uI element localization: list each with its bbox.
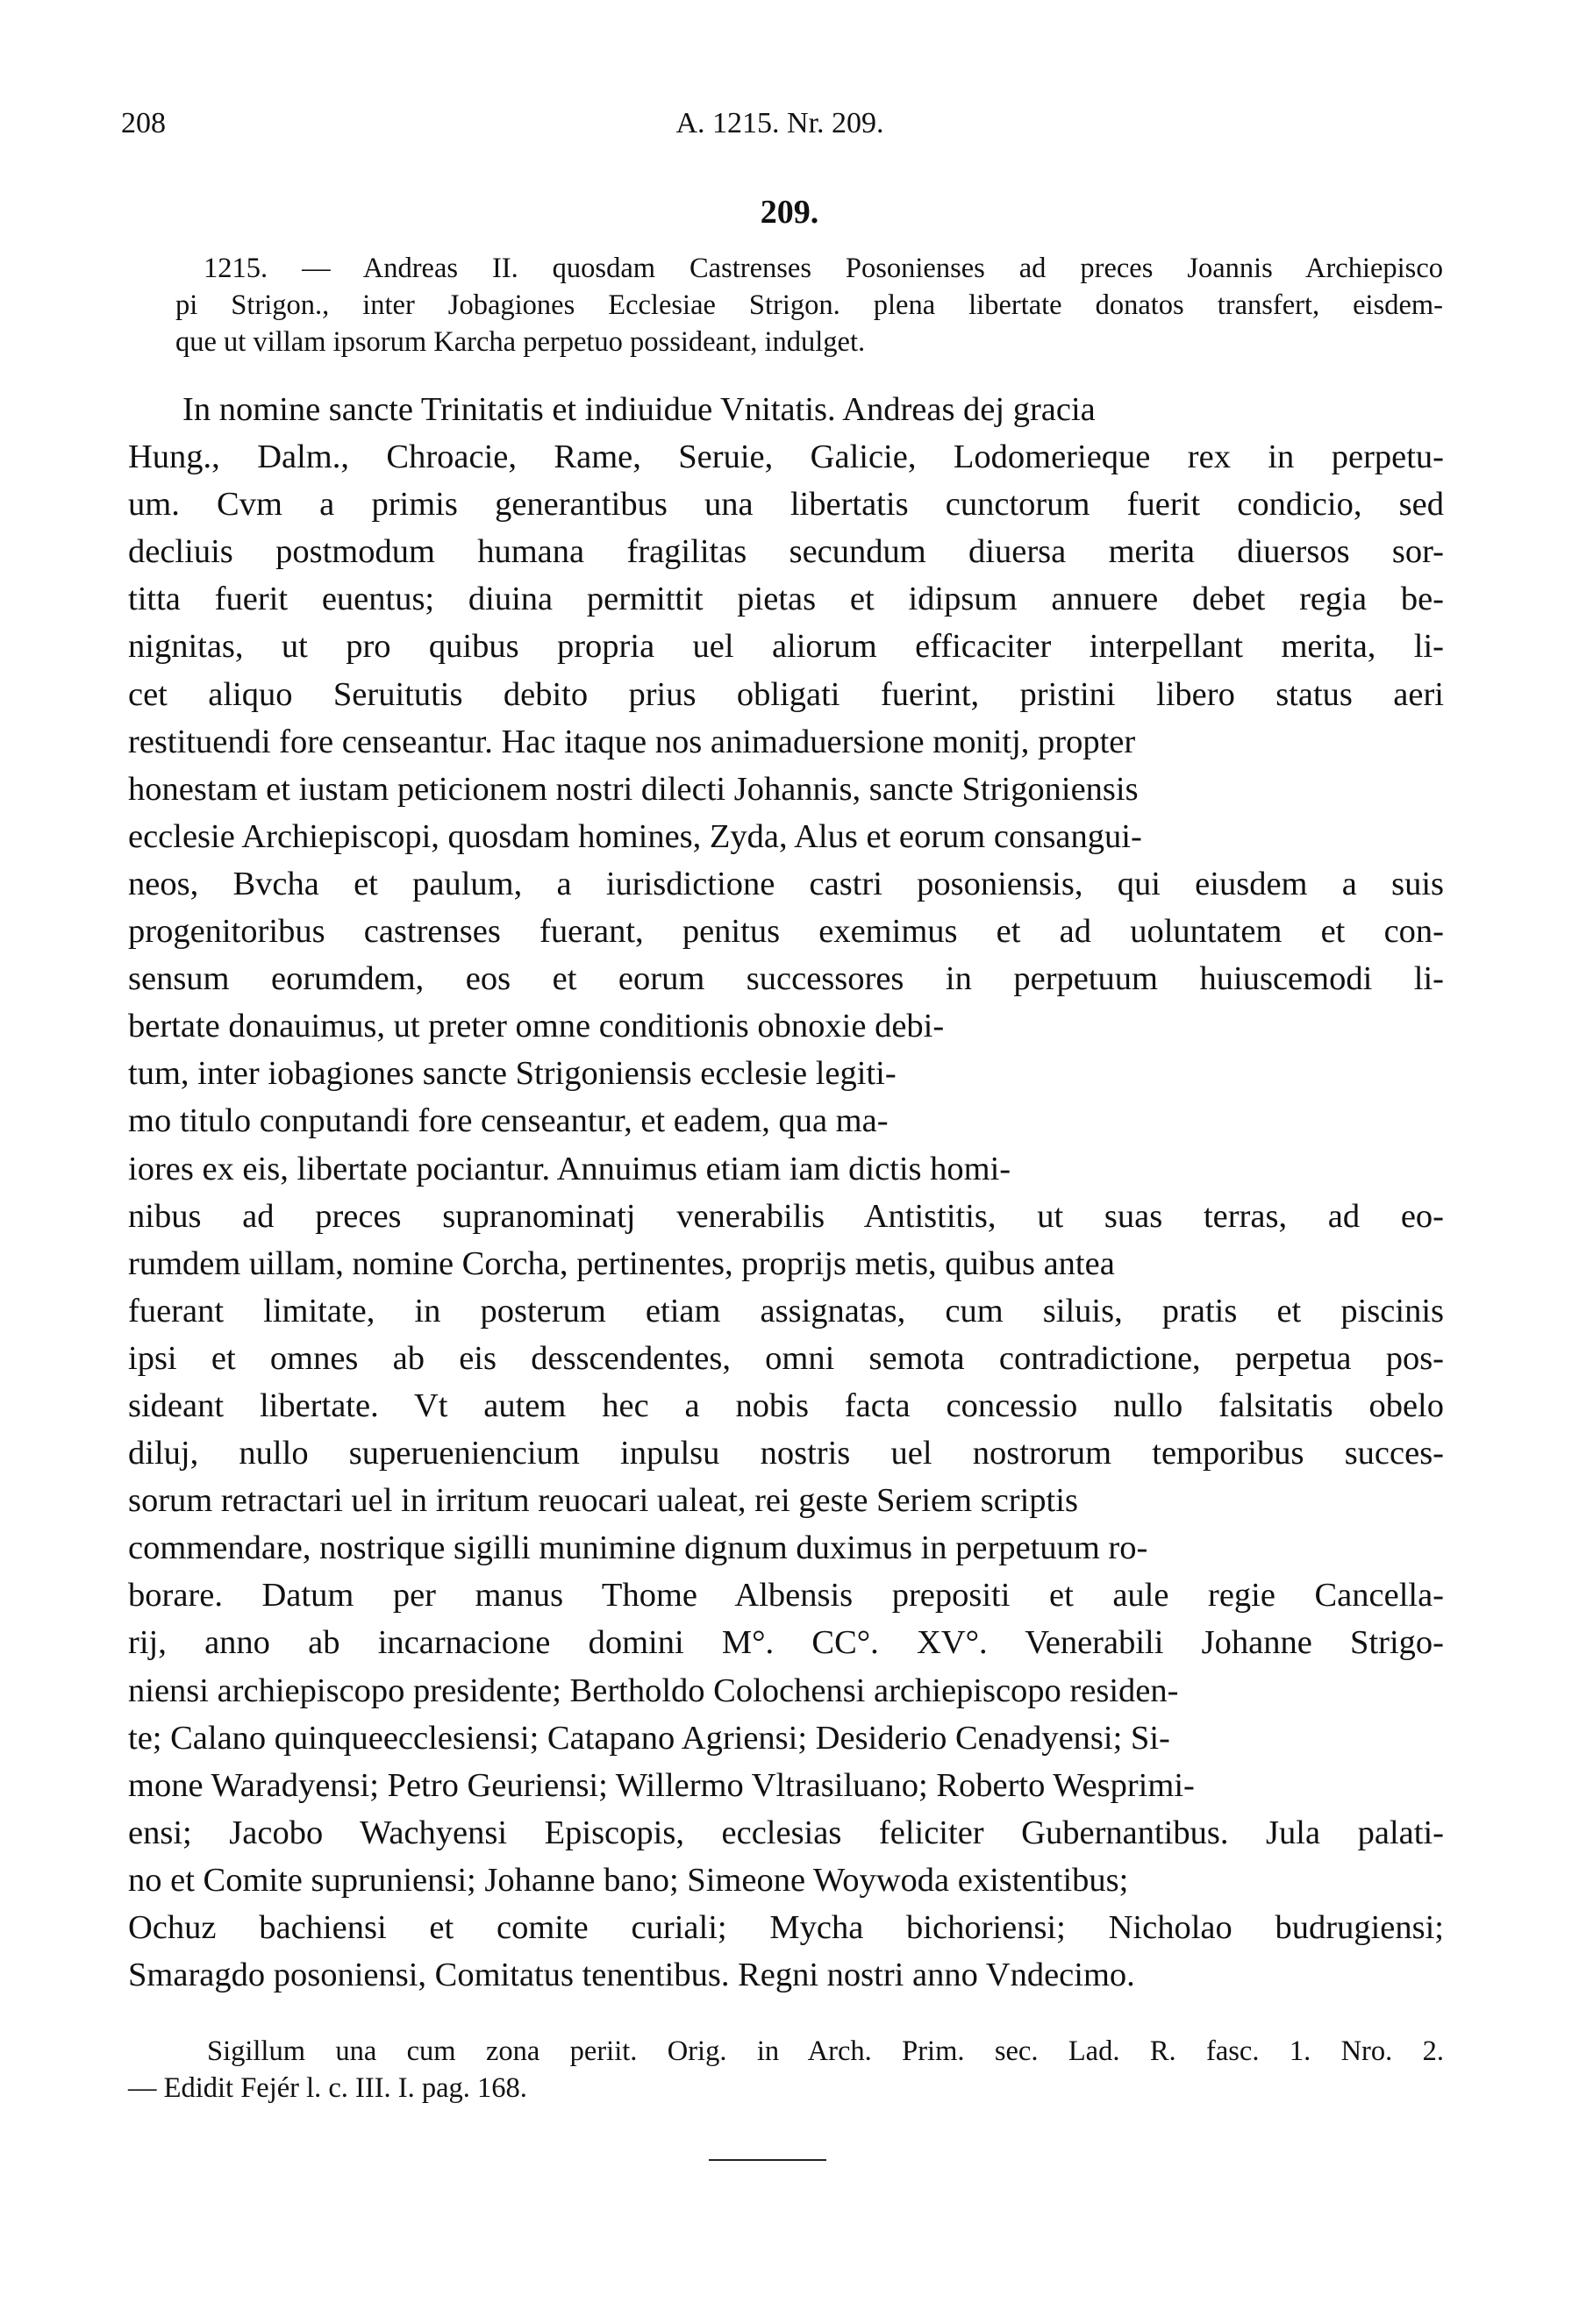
text-line: ecclesie Archiepiscopi, quosdam homines, Zyda, Alus et eorum consangui-	[128, 817, 1142, 855]
text-line: nignitas, ut pro quibus propria uel aliorum efficaciter interpellant merita, li-	[128, 628, 1444, 666]
text-line: rij, anno ab incarnacione domini M°. CC°. XV°. Venerabili Johanne Strigo-	[128, 1624, 1444, 1662]
running-head: A. 1215. Nr. 209.	[675, 107, 884, 139]
text-line: commendare, nostrique sigilli munimine dignum duximus in perpetuum ro-	[128, 1529, 1148, 1567]
text-line: honestam et iustam peticionem nostri dilecti Johannis, sancte Strigoniensis	[128, 770, 1139, 808]
regest-line: pi Strigon., inter Jobagiones Ecclesiae Strigon. plena libertate donatos transfert, eisdem-	[175, 289, 1443, 321]
regest-line: 1215. — Andreas II. quosdam Castrenses Posonienses ad preces Joannis Archiepisco	[204, 253, 1443, 284]
page-number: 208	[121, 107, 166, 139]
text-line: neos, Bvcha et paulum, a iurisdictione castri posoniensis, qui eiusdem a suis	[128, 865, 1444, 902]
regest-summary	[175, 250, 1443, 360]
text-line: ipsi et omnes ab eis desscendentes, omni semota contradictione, perpetua pos-	[128, 1339, 1444, 1377]
text-line: sorum retractari uel in irritum reuocari ualeat, rei geste Seriem scriptis	[128, 1482, 1078, 1520]
text-line: sensum eorumdem, eos et eorum successores in perpetuum huiuscemodi li-	[128, 960, 1444, 998]
text-line: mo titulo conputandi fore censeantur, et eadem, qua ma-	[128, 1102, 889, 1140]
text-line: niensi archiepiscopo presidente; Bertholdo Colochensi archiepiscopo residen-	[128, 1672, 1179, 1709]
text-line: In nomine sancte Trinitatis et indiuidue Vnitatis. Andreas dej gracia	[182, 391, 1096, 428]
text-line: mone Waradyensi; Petro Geuriensi; Willermo Vltrasiluano; Roberto Wesprimi-	[128, 1766, 1195, 1804]
page-header	[121, 107, 1439, 160]
text-line: cet aliquo Seruitutis debito prius obligati fuerint, pristini libero status aeri	[128, 675, 1444, 713]
text-line: Ochuz bachiensi et comite curiali; Mycha bichoriensi; Nicholao budrugiensi;	[128, 1909, 1444, 1946]
text-line: te; Calano quinqueecclesiensi; Catapano Agriensi; Desiderio Cenadyensi; Si-	[128, 1719, 1170, 1757]
charter-text	[128, 386, 1444, 1999]
text-line: bertate donauimus, ut preter omne conditionis obnoxie debi-	[128, 1008, 945, 1045]
text-line: nibus ad preces supranominatj venerabilis Antistitis, ut suas terras, ad eo-	[128, 1197, 1444, 1235]
text-line: rumdem uillam, nomine Corcha, pertinentes, proprijs metis, quibus antea	[128, 1244, 1115, 1282]
source-note-line: Sigillum una cum zona periit. Orig. in Arch. Prim. sec. Lad. R. fasc. 1. Nro. 2.	[207, 2035, 1444, 2067]
text-line: sideant libertate. Vt autem hec a nobis facta concessio nullo falsitatis obelo	[128, 1387, 1444, 1424]
text-line: iores ex eis, libertate pociantur. Annuimus etiam iam dictis homi-	[128, 1150, 1011, 1187]
text-line: Smaragdo posoniensi, Comitatus tenentibus. Regni nostri anno Vndecimo.	[128, 1957, 1135, 1994]
text-line: tum, inter iobagiones sancte Strigoniensis ecclesie legiti-	[128, 1055, 897, 1093]
text-line: restituendi fore censeantur. Hac itaque nos animaduersione monitj, propter	[128, 723, 1136, 760]
source-note-line: — Edidit Fejér l. c. III. I. pag. 168.	[128, 2072, 527, 2104]
end-divider	[709, 2159, 826, 2161]
document-number: 209.	[760, 194, 819, 231]
text-line: titta fuerit euentus; diuina permittit pietas et idipsum annuere debet regia be-	[128, 581, 1444, 618]
text-line: borare. Datum per manus Thome Albensis prepositi et aule regie Cancella-	[128, 1577, 1444, 1615]
text-line: diluj, nullo superueniencium inpulsu nostris uel nostrorum temporibus succes-	[128, 1435, 1444, 1472]
text-line: no et Comite supruniensi; Johanne bano; Simeone Woywoda existentibus;	[128, 1861, 1129, 1899]
text-line: ensi; Jacobo Wachyensi Episcopis, ecclesias feliciter Gubernantibus. Jula palati-	[128, 1814, 1444, 1851]
text-line: decliuis postmodum humana fragilitas secundum diuersa merita diuersos sor-	[128, 533, 1444, 571]
text-line: um. Cvm a primis generantibus una libertatis cunctorum fuerit condicio, sed	[128, 486, 1444, 524]
text-line: progenitoribus castrenses fuerant, penitus exemimus et ad uoluntatem et con-	[128, 913, 1444, 951]
text-line: Hung., Dalm., Chroacie, Rame, Seruie, Galicie, Lodomerieque rex in perpetu-	[128, 438, 1444, 476]
text-line: fuerant limitate, in posterum etiam assignatas, cum siluis, pratis et piscinis	[128, 1292, 1444, 1330]
regest-line: que ut villam ipsorum Karcha perpetuo possideant, indulget.	[175, 326, 866, 358]
source-note	[128, 2033, 1444, 2107]
